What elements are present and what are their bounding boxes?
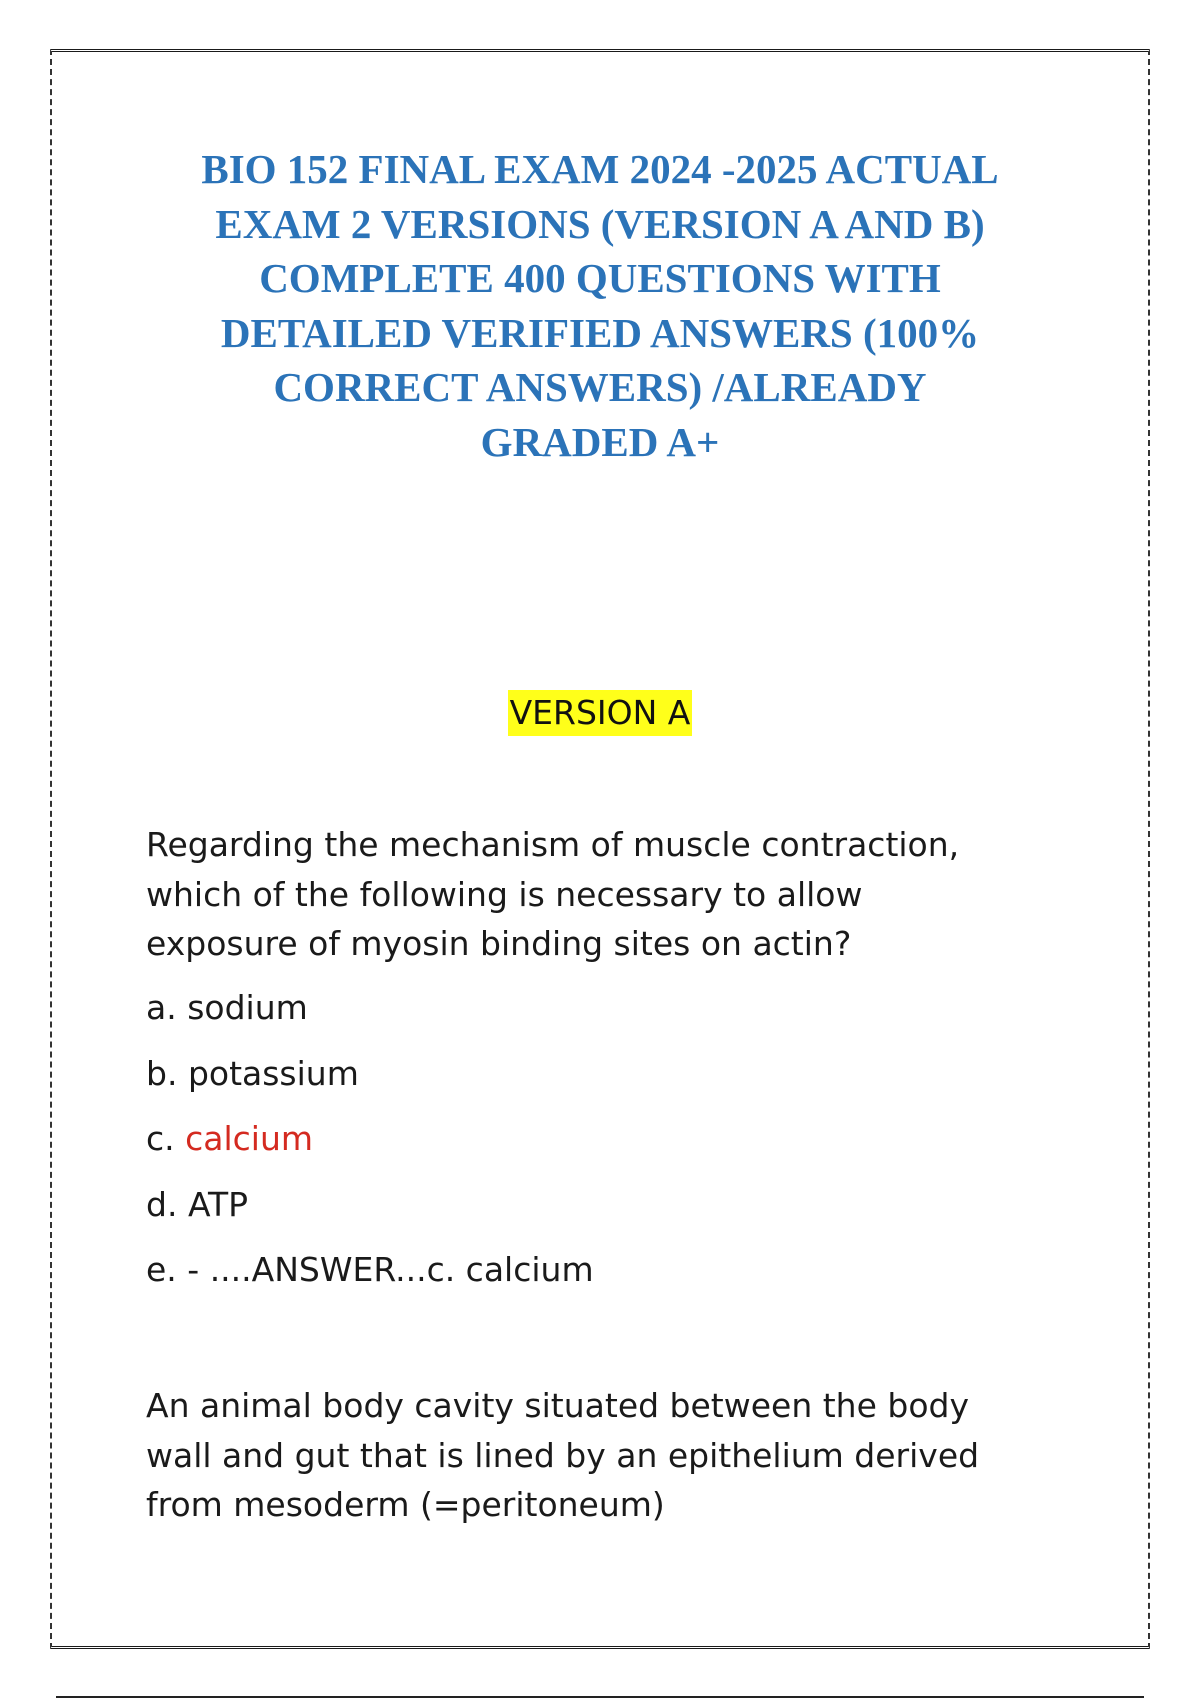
- title-line: CORRECT ANSWERS) /ALREADY: [273, 364, 927, 410]
- option-text: potassium: [187, 1053, 359, 1093]
- question-1-text: [146, 820, 1046, 969]
- question-line: which of the following is necessary to allow: [146, 874, 863, 914]
- option-prefix: e.: [146, 1250, 188, 1289]
- question-1-options: [146, 985, 1046, 1313]
- question-line: An animal body cavity situated between the body: [146, 1386, 970, 1425]
- option-prefix: b.: [146, 1053, 188, 1093]
- title-line: DETAILED VERIFIED ANSWERS (100%: [220, 309, 980, 356]
- option-a: [146, 985, 1046, 1051]
- footer-divider: [56, 1696, 1144, 1698]
- question-line: exposure of myosin binding sites on actin?: [146, 924, 852, 963]
- option-prefix: d.: [146, 1184, 188, 1224]
- question-line: Regarding the mechanism of muscle contraction,: [146, 825, 960, 864]
- option-text: sodium: [187, 988, 308, 1027]
- question-2-text: [146, 1381, 1046, 1530]
- option-c: [146, 1116, 1046, 1182]
- document-title: [120, 142, 1080, 469]
- option-b: [146, 1051, 1046, 1117]
- version-heading: [0, 690, 1200, 736]
- correct-option-text: calcium: [185, 1119, 314, 1158]
- option-e: [146, 1247, 1046, 1313]
- title-line: BIO 152 FINAL EXAM 2024 -2025 ACTUAL: [201, 146, 999, 192]
- title-line: COMPLETE 400 QUESTIONS WITH: [259, 255, 941, 301]
- title-line: EXAM 2 VERSIONS (VERSION A AND B): [215, 200, 985, 247]
- version-label: VERSION A: [508, 690, 693, 736]
- option-prefix: c.: [146, 1119, 186, 1158]
- option-prefix: a.: [146, 988, 188, 1027]
- answer-text: - ....ANSWER...c. calcium: [187, 1250, 594, 1289]
- option-text: ATP: [187, 1184, 249, 1224]
- question-line: from mesoderm (=peritoneum): [146, 1485, 665, 1524]
- option-d: [146, 1182, 1046, 1248]
- title-line: GRADED A+: [480, 418, 720, 465]
- question-line: wall and gut that is lined by an epithelium derived: [146, 1435, 980, 1475]
